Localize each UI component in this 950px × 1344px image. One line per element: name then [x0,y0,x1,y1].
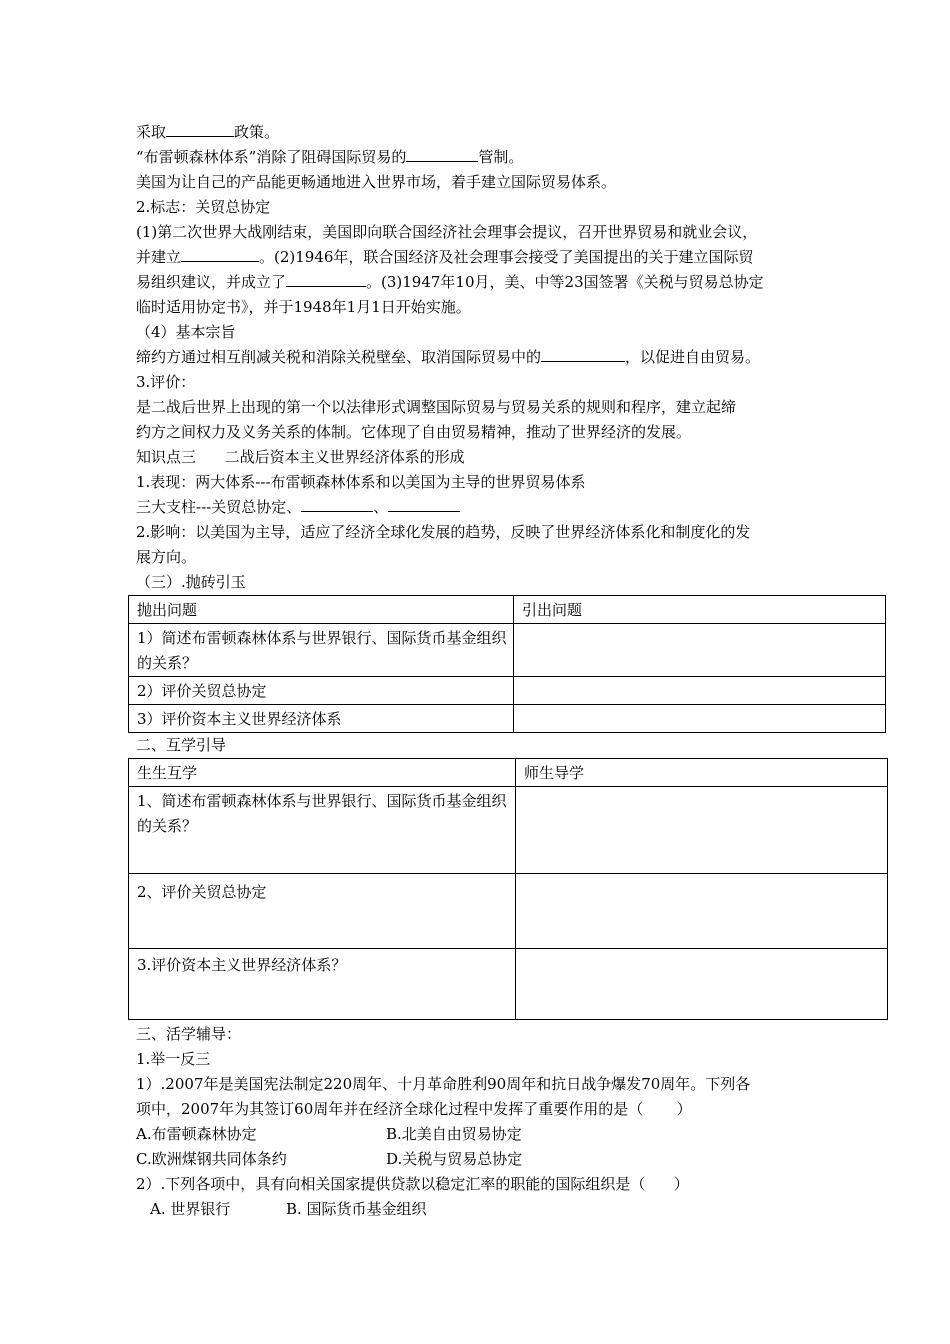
option-b: B.北美自由贸易协定 [386,1125,522,1143]
section-heading: （三）.抛砖引玉 [136,573,246,591]
table-cell [516,787,888,874]
text-line [136,345,826,370]
option-a: A.布雷顿森林协定 [136,1125,257,1143]
table-cell [516,874,888,949]
option-a: A. 世界银行 [150,1200,231,1218]
text-line: （4）基本宗旨 [136,323,236,341]
text: 并建立 [136,248,182,266]
text-line: 临时适用协定书》，并于1948年1月1日开始实施。 [136,298,471,316]
table-header-cell: 生生互学 [129,759,516,787]
table-header-cell: 抛出问题 [129,596,514,624]
text-line: 1.举一反三 [136,1050,211,1068]
text-line [136,495,826,520]
question-table-2 [128,758,888,1020]
fill-blank [541,346,625,362]
table-header-row [129,596,886,624]
section-heading: 三、活学辅导： [136,1025,242,1043]
fill-blank [286,271,366,287]
option-row [136,1122,826,1147]
table-cell: 3.评价资本主义世界经济体系？ [129,949,516,1020]
text: 采取 [136,123,167,141]
text: 管制。 [478,148,524,166]
table-row [129,787,888,874]
option-row [136,1197,826,1222]
text: 三大支柱---关贸总协定、 [136,498,302,516]
text: 。(2)1946年，联合国经济及社会理事会接受了美国提出的关于建立国际贸 [259,248,754,266]
fill-blank [388,496,460,512]
table-cell [516,949,888,1020]
text-line: 展方向。 [136,548,197,566]
text-line: 2.标志：关贸总协定 [136,198,271,216]
table-cell: 2）评价关贸总协定 [129,677,514,705]
table-row [129,624,886,677]
text-line [136,245,826,270]
text-line [136,145,826,170]
table-cell [514,677,886,705]
table-cell: 1、简述布雷顿森林体系与世界银行、国际货币基金组织的关系？ [129,787,516,874]
option-b: B. 国际货币基金组织 [286,1200,427,1218]
question-text: 1）.2007年是美国宪法制定220周年、十月革命胜利90周年和抗日战争爆发70周年。下列各 [136,1075,751,1093]
document-body [136,120,826,1222]
option-c: C.欧洲煤钢共同体条约 [136,1150,287,1168]
text-line: (1)第二次世界大战刚结束，美国即向联合国经济社会理事会提议，召开世界贸易和就业会议， [136,223,758,241]
fill-blank [166,121,234,137]
text-line: 约方之间权力及义务关系的体制。它体现了自由贸易精神，推动了世界经济的发展。 [136,423,692,441]
text: 政策。 [234,123,280,141]
text-line: 3.评价： [136,373,196,391]
text-line: 是二战后世界上出现的第一个以法律形式调整国际贸易与贸易关系的规则和程序，建立起缔 [136,398,737,416]
question-table-1 [128,595,886,733]
text: 、 [373,498,389,516]
text: ，以促进自由贸易。 [625,348,761,366]
option-row [136,1147,826,1172]
table-row [129,949,888,1020]
table-row [129,677,886,705]
text: 易组织建议，并成立了 [136,273,287,291]
text-line [136,120,826,145]
section-heading: 二、互学引导 [136,736,227,754]
table-header-cell: 师生导学 [516,759,888,787]
fill-blank [406,146,478,162]
text-line: 美国为让自己的产品能更畅通地进入世界市场，着手建立国际贸易体系。 [136,173,617,191]
table-cell [514,624,886,677]
table-cell [514,705,886,733]
option-d: D.关税与贸易总协定 [386,1150,523,1168]
text-line [136,270,826,295]
question-text: 项中，2007年为其签订60周年并在经济全球化过程中发挥了重要作用的是（ ） [136,1100,692,1118]
table-cell: 2、评价关贸总协定 [129,874,516,949]
text: 。(3)1947年10月，美、中等23国签署《关税与贸易总协定 [366,273,764,291]
table-header-cell: 引出问题 [514,596,886,624]
table-row [129,874,888,949]
text: 缔约方通过相互削减关税和消除关税壁垒、取消国际贸易中的 [136,348,542,366]
text: “布雷顿森林体系”消除了阻碍国际贸易的 [136,148,407,166]
table-cell: 3）评价资本主义世界经济体系 [129,705,514,733]
text-line: 1.表现：两大体系---布雷顿森林体系和以美国为主导的世界贸易体系 [136,473,586,491]
section-heading: 知识点三 二战后资本主义世界经济体系的形成 [136,448,465,466]
question-text: 2）.下列各项中，具有向相关国家提供贷款以稳定汇率的职能的国际组织是（ ） [136,1175,689,1193]
table-cell: 1）简述布雷顿森林体系与世界银行、国际货币基金组织的关系？ [129,624,514,677]
fill-blank [301,496,373,512]
table-header-row [129,759,888,787]
fill-blank [181,246,259,262]
text-line: 2.影响：以美国为主导，适应了经济全球化发展的趋势，反映了世界经济体系化和制度化的发 [136,523,751,541]
table-row [129,705,886,733]
